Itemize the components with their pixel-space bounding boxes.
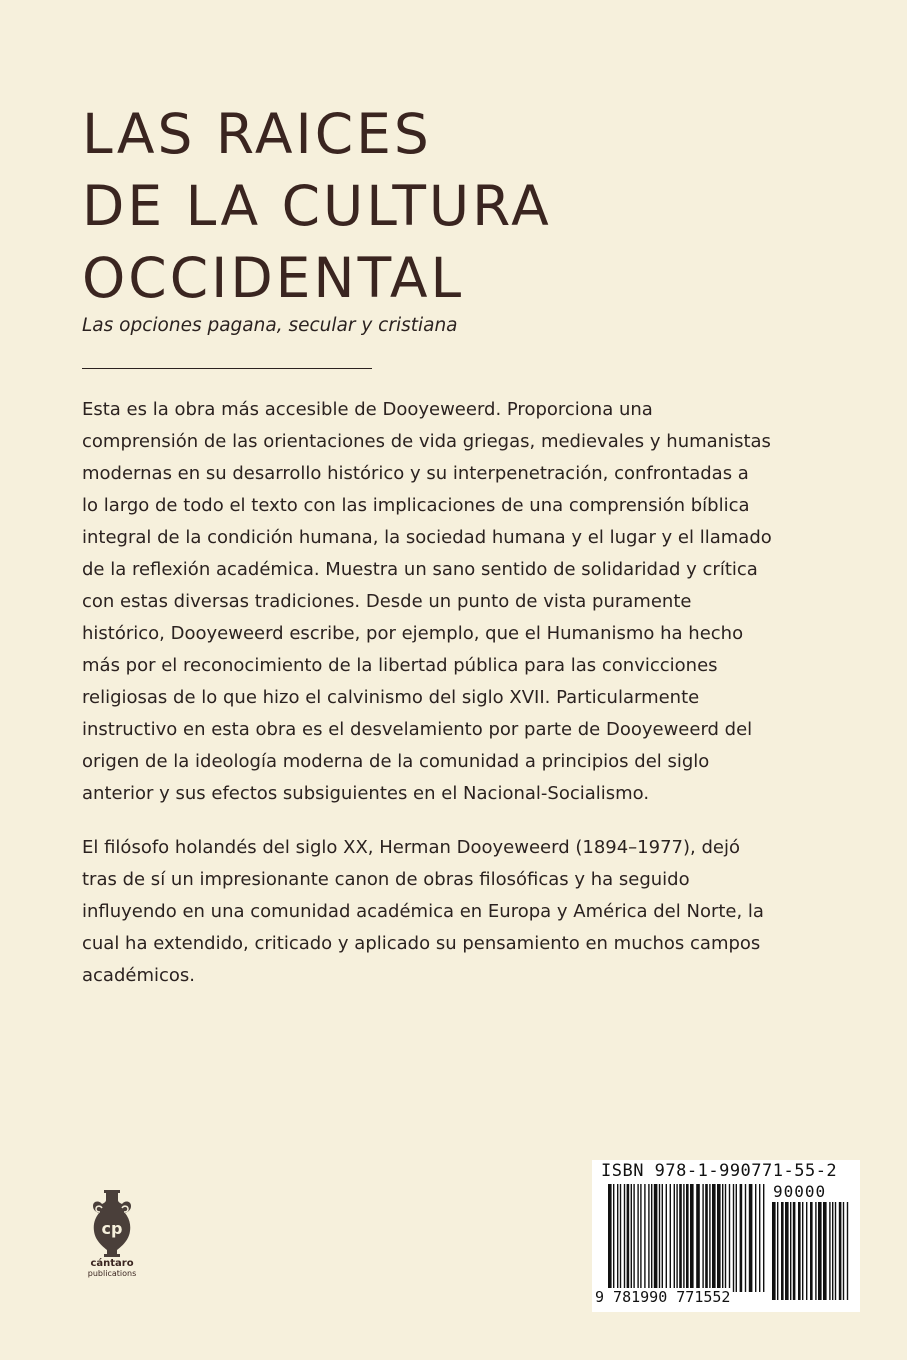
barcode-bar <box>690 1184 694 1292</box>
text-line: histórico, Dooyeweerd escribe, por ejemplo, que el Humanismo ha hecho <box>82 623 744 644</box>
barcode-bar <box>847 1202 848 1300</box>
barcode-bar <box>802 1202 803 1300</box>
barcode-bar <box>679 1184 682 1292</box>
barcode-bar <box>843 1202 844 1300</box>
text-line: académicos. <box>82 965 196 986</box>
text-line: de la reflexión académica. Muestra un sano sentido de solidaridad y crítica <box>82 559 758 580</box>
title-line: DE LA CULTURA <box>82 174 552 238</box>
addon-digits: 90000 <box>773 1182 827 1201</box>
barcode-bar <box>798 1202 801 1300</box>
barcode-bar <box>709 1184 710 1292</box>
barcode-bar <box>785 1202 789 1300</box>
barcode-bar <box>729 1184 730 1292</box>
barcode-bar <box>772 1202 776 1300</box>
text-line: más por el reconocimiento de la libertad pública para las convicciones <box>82 655 718 676</box>
addon-barcode-icon <box>772 1202 850 1300</box>
barcode-bar <box>613 1184 614 1292</box>
barcode-bar <box>640 1184 641 1292</box>
barcode-bar <box>806 1202 807 1300</box>
barcode-bar <box>648 1184 649 1292</box>
text-line: comprensión de las orientaciones de vida griegas, medievales y humanistas <box>82 431 771 452</box>
title-line: LAS RAICES <box>82 102 432 166</box>
text-line: influyendo en una comunidad académica en Europa y América del Norte, la <box>82 901 764 922</box>
book-title <box>82 98 782 314</box>
barcode-bar <box>790 1202 791 1300</box>
barcode-bar <box>686 1184 689 1292</box>
barcode-bar <box>608 1184 612 1292</box>
barcode-bar <box>759 1184 760 1292</box>
text-line: instructivo en esta obra es el desvelamiento por parte de Dooyeweerd del <box>82 719 753 740</box>
barcode-bar <box>705 1184 708 1292</box>
ean-digits: 9 781990 771552 <box>595 1288 731 1306</box>
barcode-bar <box>777 1202 778 1300</box>
barcode-bar <box>654 1184 658 1292</box>
author-paragraph <box>82 832 812 992</box>
barcode-bar <box>633 1184 634 1292</box>
logo-monogram: cp <box>101 1219 123 1238</box>
barcode-bar <box>631 1184 632 1292</box>
isbn-label: ISBN 978-1-990771-55-2 <box>601 1161 838 1181</box>
text-line: religiosas de lo que hizo el calvinismo del siglo XVII. Particularmente <box>82 687 700 708</box>
publisher-subname: publications <box>87 1269 137 1278</box>
barcode-bar <box>620 1184 621 1292</box>
barcode-bar <box>644 1184 645 1292</box>
barcode-bar <box>637 1184 638 1292</box>
barcode-bar <box>810 1202 813 1300</box>
barcode-bar <box>740 1184 743 1292</box>
barcode-bar <box>763 1184 764 1292</box>
barcode-bar <box>725 1184 726 1292</box>
text-line: El filósofo holandés del siglo XX, Herman Dooyeweerd (1894–1977), dejó <box>82 837 740 858</box>
barcode-bar <box>818 1202 822 1300</box>
barcode-bar <box>835 1202 836 1300</box>
barcode-bar <box>712 1184 716 1292</box>
barcode-bar <box>736 1184 737 1292</box>
text-line: integral de la condición humana, la sociedad humana y el lugar y el llamado <box>82 527 772 548</box>
barcode-bar <box>749 1184 753 1292</box>
barcode-bar <box>717 1184 721 1292</box>
barcode-bar <box>651 1184 652 1292</box>
text-line: lo largo de todo el texto con las implicaciones de una comprensión bíblica <box>82 495 750 516</box>
text-line: anterior y sus efectos subsiguientes en el Nacional-Socialismo. <box>82 783 650 804</box>
barcode-bar <box>722 1184 723 1292</box>
barcode-bar <box>683 1184 684 1292</box>
barcode-bar <box>617 1184 618 1292</box>
barcode-bar <box>829 1202 830 1300</box>
barcode-bar <box>702 1184 703 1292</box>
barcode-bar <box>781 1202 784 1300</box>
publisher-logo <box>85 1188 139 1284</box>
title-line: OCCIDENTAL <box>82 246 465 310</box>
barcode-bar <box>755 1184 756 1292</box>
barcode-bar <box>745 1184 746 1292</box>
barcode-bar <box>793 1202 796 1300</box>
barcode-bar <box>674 1184 675 1292</box>
text-line: origen de la ideología moderna de la comunidad a principios del siglo <box>82 751 710 772</box>
barcode-bar <box>662 1184 663 1292</box>
barcode-bar <box>733 1184 734 1292</box>
barcode-bar <box>670 1184 671 1292</box>
barcode-bar <box>676 1184 677 1292</box>
barcode-bar <box>666 1184 667 1292</box>
divider <box>82 368 372 369</box>
barcode-bar <box>839 1202 842 1300</box>
barcode-bar <box>823 1202 827 1300</box>
barcode-bar <box>832 1202 833 1300</box>
barcode-bar <box>815 1202 816 1300</box>
text-line: Esta es la obra más accesible de Dooyeweerd. Proporciona una <box>82 399 653 420</box>
text-line: modernas en su desarrollo histórico y su interpenetración, confrontadas a <box>82 463 749 484</box>
barcode-bar <box>659 1184 660 1292</box>
publisher-name: cántaro <box>90 1258 134 1269</box>
amphora-icon <box>85 1188 139 1258</box>
text-line: tras de sí un impresionante canon de obras filosóficas y ha seguido <box>82 869 690 890</box>
isbn-barcode <box>592 1160 860 1312</box>
text-line: con estas diversas tradiciones. Desde un punto de vista puramente <box>82 591 692 612</box>
barcode-bar <box>696 1184 700 1292</box>
book-subtitle: Las opciones pagana, secular y cristiana <box>82 315 458 336</box>
barcode-icon <box>608 1184 768 1292</box>
description-paragraph <box>82 394 812 810</box>
text-line: cual ha extendido, criticado y aplicado su pensamiento en muchos campos <box>82 933 761 954</box>
barcode-bar <box>624 1184 625 1292</box>
barcode-bar <box>627 1184 630 1292</box>
